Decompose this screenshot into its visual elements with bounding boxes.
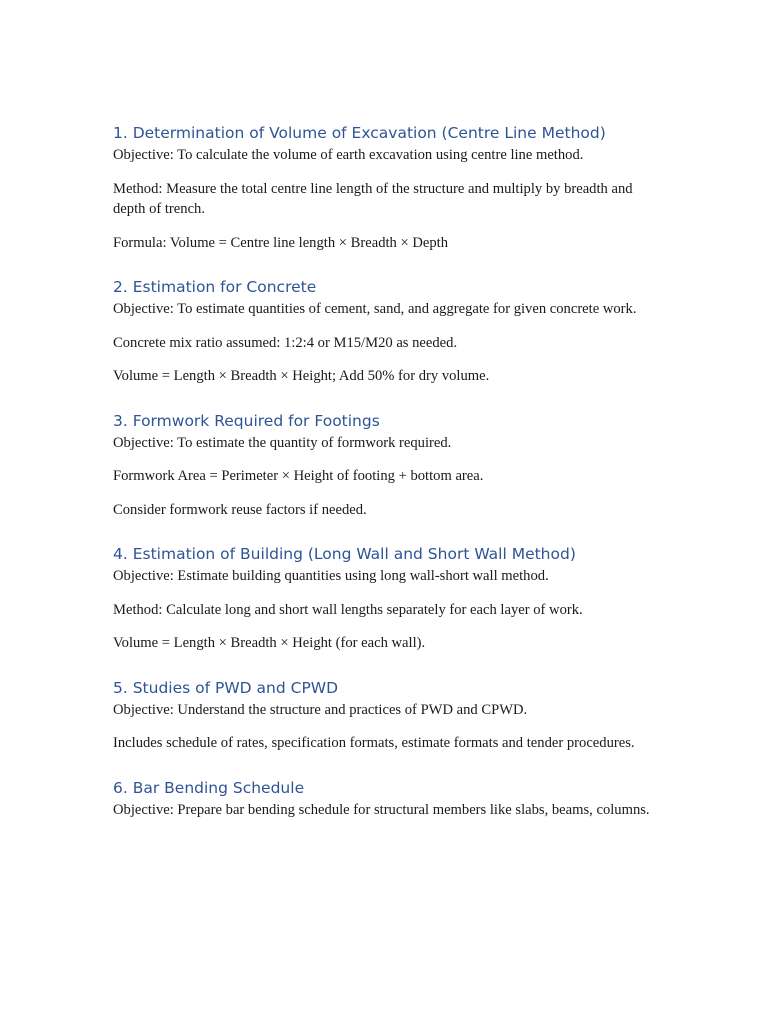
paragraph: Volume = Length × Breadth × Height; Add 50% for dry volume. xyxy=(113,368,490,384)
paragraph: Objective: To estimate quantities of cement, sand, and aggregate for given concrete work. xyxy=(113,301,637,317)
section-pwd-cpwd xyxy=(113,677,658,754)
paragraph: Objective: Prepare bar bending schedule for structural members like slabs, beams, columns. xyxy=(113,801,650,818)
section-heading: 3. Formwork Required for Footings xyxy=(113,411,380,430)
paragraph: Objective: To calculate the volume of earth excavation using centre line method. xyxy=(113,147,584,163)
section-concrete xyxy=(113,276,658,387)
paragraph: Includes schedule of rates, specification formats, estimate formats and tender procedures. xyxy=(113,735,635,751)
section-formwork xyxy=(113,410,658,521)
section-excavation xyxy=(113,122,658,253)
paragraph: Objective: Estimate building quantities using long wall-short wall method. xyxy=(113,568,549,584)
paragraph: Objective: Understand the structure and practices of PWD and CPWD. xyxy=(113,701,528,718)
paragraph: Method: Calculate long and short wall lengths separately for each layer of work. xyxy=(113,601,583,618)
section-bar-bending xyxy=(113,777,658,821)
paragraph: Method: Measure the total centre line length of the structure and multiply by breadth and depth of trench. xyxy=(113,180,633,217)
section-heading: 1. Determination of Volume of Excavation (Centre Line Method) xyxy=(113,124,606,142)
section-building-estimation xyxy=(113,543,658,654)
paragraph: Consider formwork reuse factors if needed. xyxy=(113,501,367,518)
paragraph: Formwork Area = Perimeter × Height of footing + bottom area. xyxy=(113,468,484,484)
section-heading: 6. Bar Bending Schedule xyxy=(113,778,305,797)
section-heading: 5. Studies of PWD and CPWD xyxy=(113,678,339,697)
paragraph: Volume = Length × Breadth × Height (for each wall). xyxy=(113,635,426,651)
paragraph: Concrete mix ratio assumed: 1:2:4 or M15/M20 as needed. xyxy=(113,334,458,351)
section-heading: 2. Estimation for Concrete xyxy=(113,278,317,296)
section-heading: 4. Estimation of Building (Long Wall and Short Wall Method) xyxy=(113,545,576,563)
document-body xyxy=(113,122,658,843)
paragraph: Formula: Volume = Centre line length × Breadth × Depth xyxy=(113,234,449,251)
paragraph: Objective: To estimate the quantity of formwork required. xyxy=(113,434,452,451)
